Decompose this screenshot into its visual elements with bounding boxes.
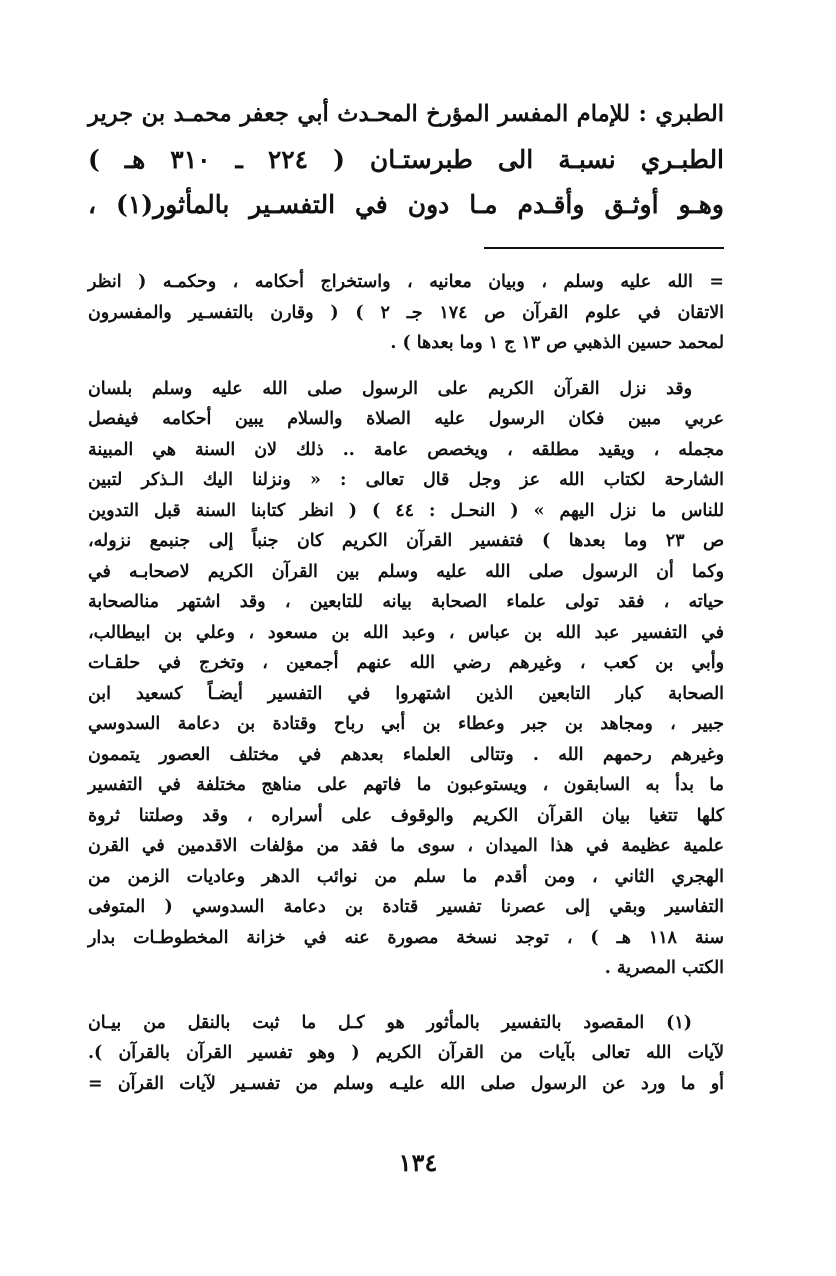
text-line: الهجري الثاني ، ومن أقدم ما سلم من نوائب الدهر وعاديات الزمن من [88,866,724,887]
text-line: الطبـري نسبـة الى طبرستـان ( ٢٢٤ ـ ٣١٠ هـ ) [88,145,725,174]
text-line: سنة ١١٨ هـ ) ، توجد نسخة مصورة عنه في خزانة المخطوطـات بدار [88,927,725,948]
text-line: الطبري : للإمام المفسر المؤرخ المحـدث أبي جعفر محمـد بن جرير [88,101,724,127]
text-line: جبير ، ومجاهد بن جبر وعطاء بن أبي رباح وقتادة بن دعامة السدوسي [88,714,724,734]
text-line: مجمله ، ويقيد مطلقه ، ويخصص عامة .. ذلك لان السنة هي المبينة [88,439,724,460]
text-line: ما بدأ به السابقون ، ويستوعبون ما فاتهم على مناهج مختلفة في التفسير [88,775,724,795]
text-line: عربي مبين فكان الرسول عليه الصلاة والسلام يبين أحكامه فيفصل [88,409,724,429]
text-line: وأبي بن كعب ، وغيرهم رضي الله عنهم أجمعين ، وتخرج في حلقـات [88,653,724,673]
text-line: أو ما ورد عن الرسول صلى الله عليـه وسلم من تفسـير لآيات القرآن = [88,1073,724,1094]
text-line: وهـو أوثـق وأقـدم مـا دون في التفسـير بالمأثور(١) ، [88,190,724,219]
text-line: وغيرهم رحمهم الله . وتتالى العلماء بعدهم في مختلف العصور يتممون [88,744,724,765]
text-line: الكتب المصرية . [604,958,724,978]
text-line: في التفسير عبد الله بن عباس ، وعبد الله بن مسعود ، وعلي بن ابيطالب، [88,622,724,643]
text-line: الشارحة لكتاب الله عز وجل قال تعالى : « ونزلنا اليك الـذكر لتبين [88,470,724,490]
text-line: للناس ما نزل اليهم » ( النحـل : ٤٤ ) ( انظر كتابنا السنة قبل التدوين [88,500,724,521]
intro-paragraph [88,92,724,227]
footnote-separator [484,247,724,249]
body-paragraph [88,374,724,984]
text-line: الاتقان في علوم القرآن ص ١٧٤ جـ ٢ ) ( وقارن بالتفسـير والمفسرون [88,302,724,323]
footnote [88,1008,724,1100]
text-line: التفاسير وبقي إلى عصرنا تفسير قتادة بن دعامة السدوسي ( المتوفى [88,897,724,917]
text-line: وقد نزل القرآن الكريم على الرسول صلى الله عليه وسلم بلسان [88,378,692,399]
text-line: لآيات الله تعالى بآيات من القرآن الكريم ( وهو تفسير القرآن بالقرآن ). [88,1043,724,1063]
text-line: (١) المقصود بالتفسير بالمأثور هو كـل ما ثبت بالنقل من بيـان [88,1012,692,1033]
text-line: ص ٢٣ وما بعدها ) فتفسير القرآن الكريم كان جنباً إلى جنبمع نزوله، [88,531,724,551]
footnote-continuation [88,267,724,359]
page-number: ١٣٤ [398,1148,438,1177]
text-line: الصحابة كبار التابعين الذين اشتهروا في التفسير أيضـاً كسعيد ابن [88,683,724,704]
text-line: حياته ، فقد تولى علماء الصحابة بيانه للتابعين ، وقد اشتهر منالصحابة [88,592,724,612]
text-line: علمية عظيمة في هذا الميدان ، سوى ما فقد من مؤلفات الاقدمين في القرن [88,836,724,856]
text-line: كلها تتغيا بيان القرآن الكريم والوقوف على أسراره ، وقد وصلتنا ثروة [88,805,724,826]
text-line: = الله عليه وسلم ، وبيان معانيه ، واستخراج أحكامه ، وحكمـه ( انظر [88,272,724,292]
text-line: وكما أن الرسول صلى الله عليه وسلم بين القرآن الكريم لاصحابـه في [88,561,724,582]
text-line: لمحمد حسين الذهبي ص ١٣ ج ١ وما بعدها ) . [390,333,724,353]
book-page [88,92,724,1099]
